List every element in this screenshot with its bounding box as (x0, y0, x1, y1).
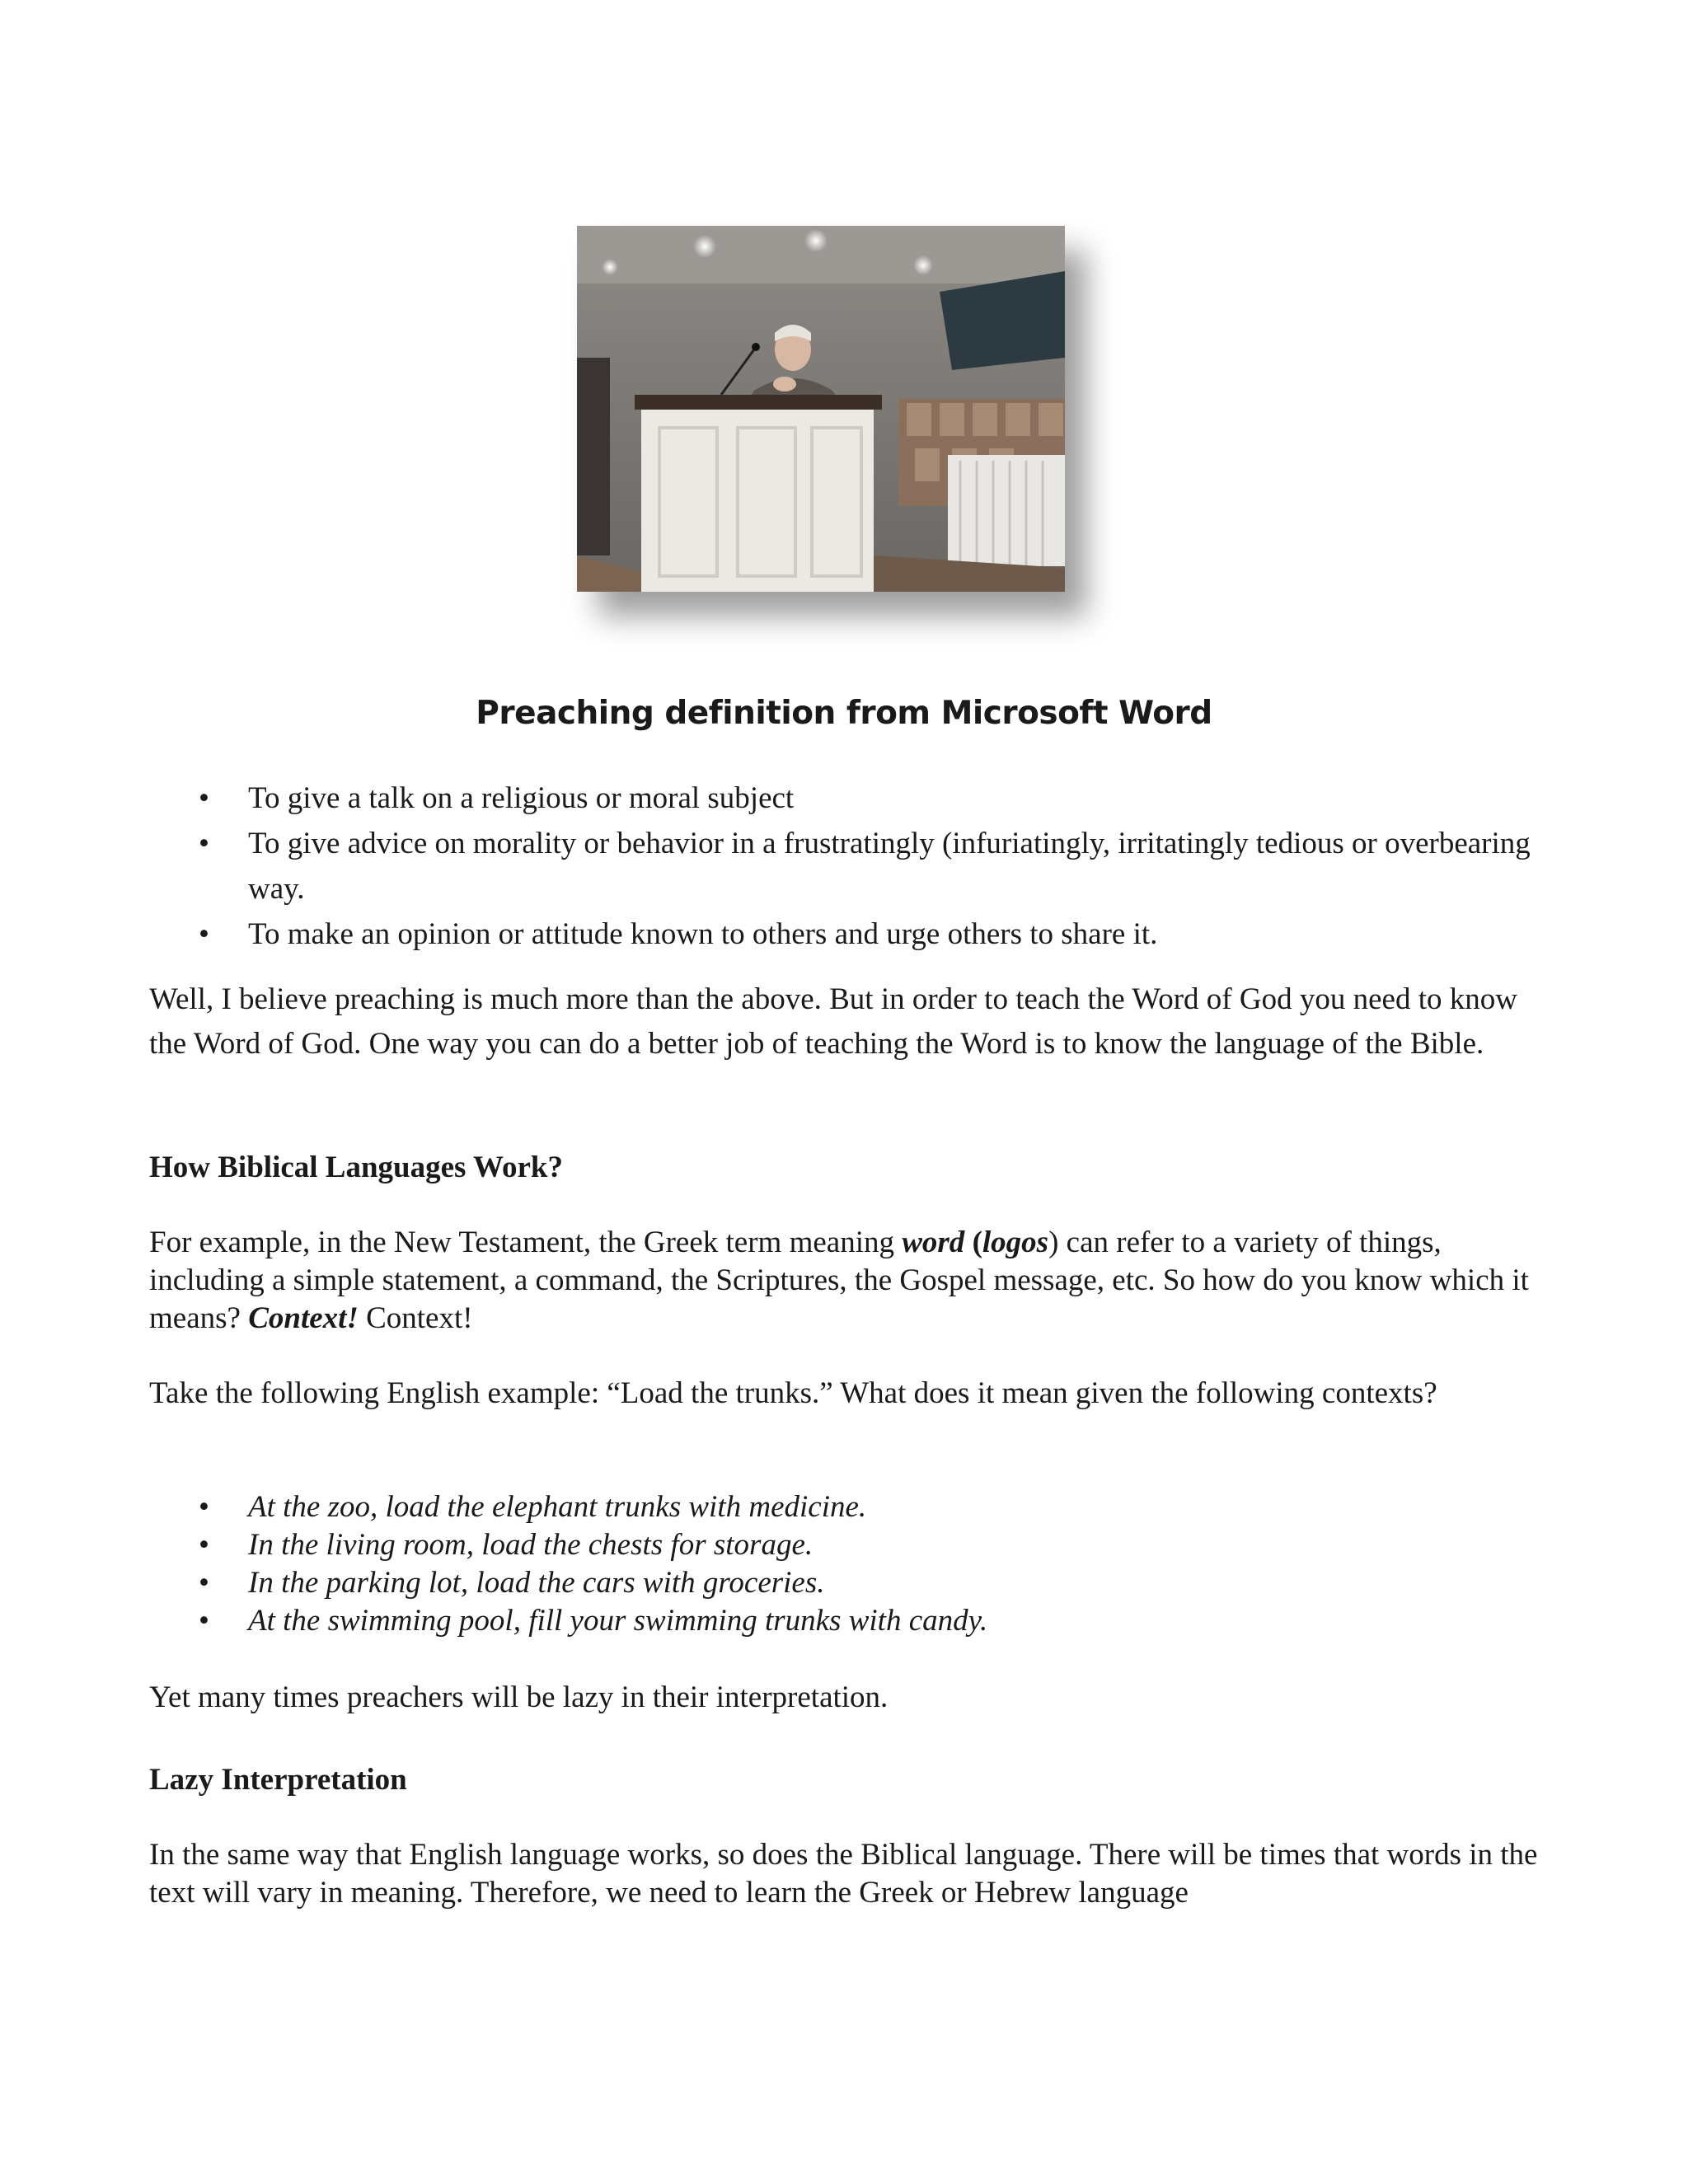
bullet-icon: • (199, 917, 209, 951)
contexts-list (149, 1488, 1542, 1640)
preacher-photo (577, 226, 1065, 592)
english-example-paragraph: Take the following English example: “Load the trunks.” What does it mean given the following contexts? (149, 1376, 1437, 1410)
list-item: • At the zoo, load the elephant trunks with medicine. (149, 1488, 1542, 1526)
bullet-icon: • (199, 1604, 209, 1638)
intro-paragraph: Well, I believe preaching is much more than the above. But in order to teach the Word of God you need to know the Word of God. One way you can do a better job of teaching the Word is to know the language of the Bible. (149, 982, 1517, 1061)
list-item: • In the parking lot, load the cars with groceries. (149, 1564, 1542, 1602)
logos-term: logos (982, 1226, 1049, 1259)
list-item: • To make an opinion or attitude known to others and urge others to share it. (149, 912, 1542, 957)
heading-biblical-languages: How Biblical Languages Work? (149, 1151, 563, 1184)
list-item: • In the living room, load the chests for storage. (149, 1526, 1542, 1564)
list-item: • At the swimming pool, fill your swimming trunks with candy. (149, 1602, 1542, 1640)
heading-lazy-interpretation: Lazy Interpretation (149, 1763, 407, 1797)
list-item: • To give a talk on a religious or moral subject (149, 776, 1542, 821)
closing-paragraph: In the same way that English language works, so does the Biblical language. There will be times that words in the text will vary in meaning. Therefore, we need to learn the Greek or Hebrew language (149, 1838, 1538, 1910)
context-emphasis: Context! (248, 1301, 359, 1335)
bullet-icon: • (199, 781, 209, 815)
document-title: Preaching definition from Microsoft Word (476, 695, 1212, 732)
bullet-icon: • (199, 1490, 209, 1524)
bullet-icon: • (199, 1528, 209, 1562)
word-term: word (902, 1226, 965, 1259)
example-paragraph: For example, in the New Testament, the Greek term meaning word (logos) can refer to a variety of things, including a simple statement, a command, the Scriptures, the Gospel message, etc. So how do you know which it means? Context! Context! (149, 1226, 1529, 1335)
definitions-list (149, 776, 1542, 957)
bullet-icon: • (199, 1566, 209, 1600)
lazy-line: Yet many times preachers will be lazy in their interpretation. (149, 1680, 889, 1714)
bullet-icon: • (199, 827, 209, 860)
list-item: • To give advice on morality or behavior in a frustratingly (infuriatingly, irritatingly tedious or overbearing way. (149, 821, 1542, 912)
